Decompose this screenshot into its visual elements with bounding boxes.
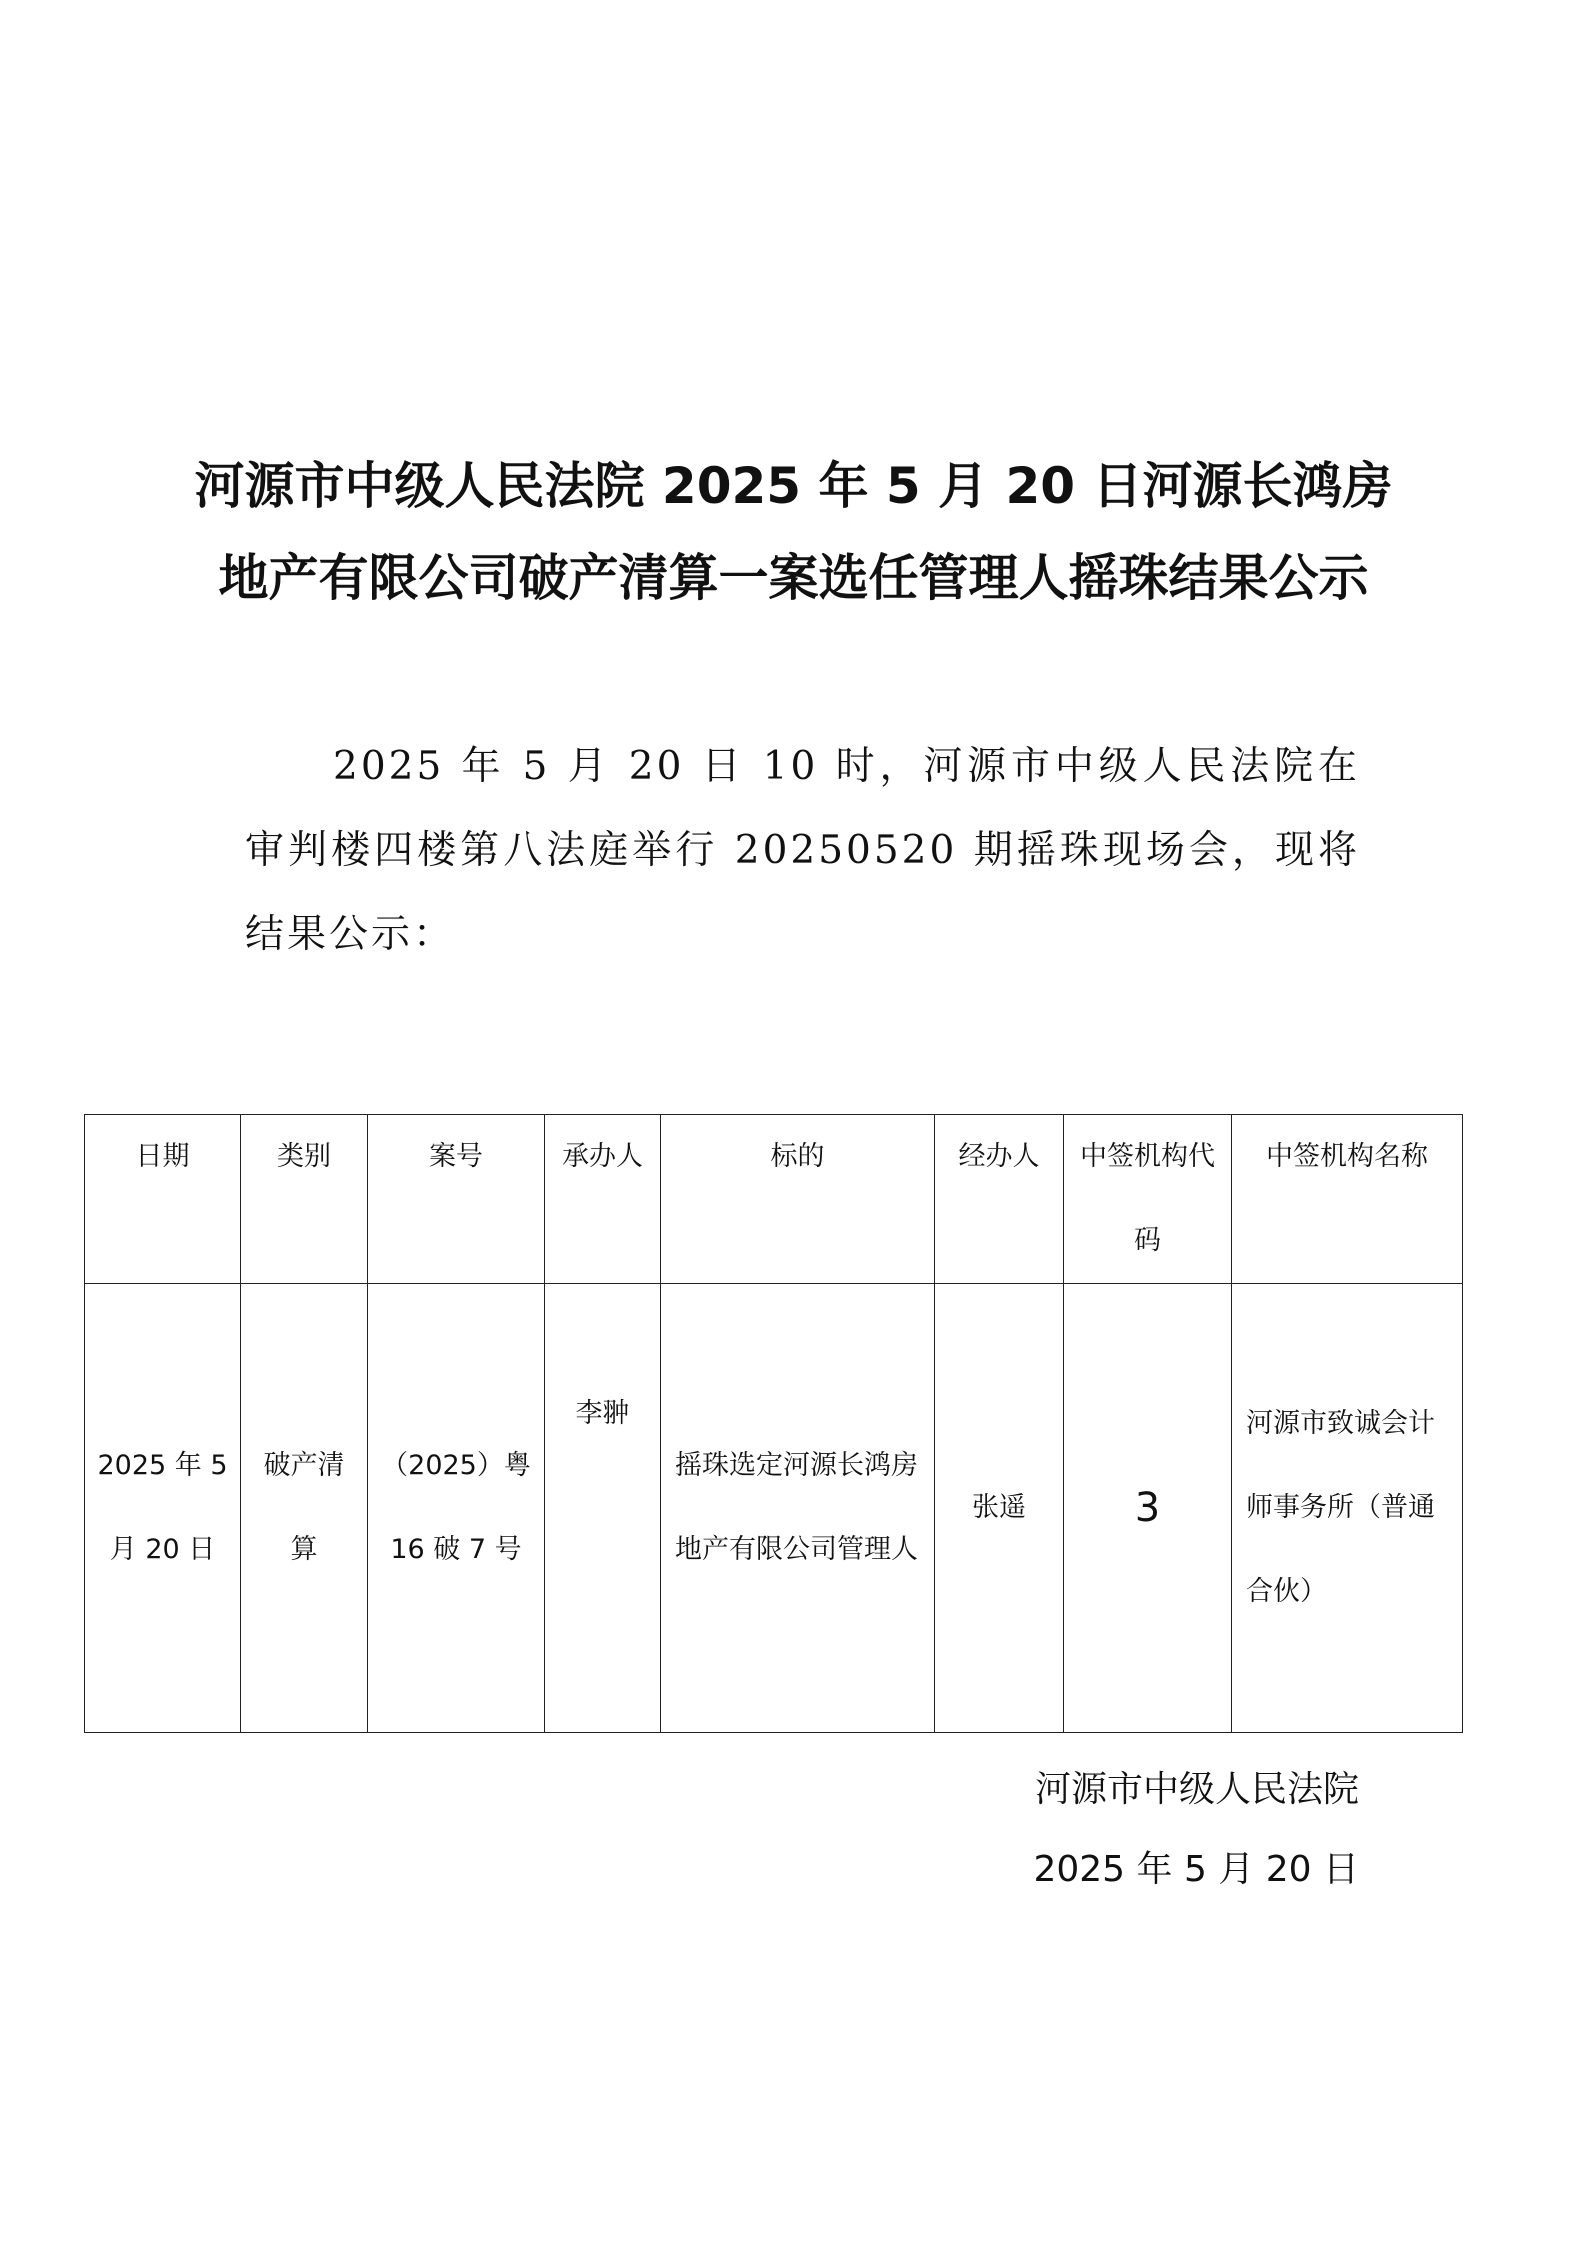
- header-judge: 承办人: [545, 1115, 661, 1284]
- title-line-2: 地产有限公司破产清算一案选任管理人摇珠结果公示: [218, 549, 1369, 607]
- cell-subject: 摇珠选定河源长鸿房地产有限公司管理人: [661, 1284, 935, 1733]
- signature-block: [1033, 1750, 1359, 1910]
- title-line-1: 河源市中级人民法院 2025 年 5 月 20 日河源长鸿房: [194, 457, 1393, 515]
- signature-date: 2025 年 5 月 20 日: [1033, 1849, 1359, 1890]
- header-handler: 经办人: [935, 1115, 1064, 1284]
- cell-agency-name: 河源市致诚会计师事务所（普通合伙）: [1232, 1284, 1463, 1733]
- result-table: [84, 1114, 1463, 1733]
- notice-title: [180, 440, 1407, 624]
- header-agency-name: 中签机构名称: [1232, 1115, 1463, 1284]
- cell-handler: 张遥: [935, 1284, 1064, 1733]
- cell-judge: 李翀: [545, 1284, 661, 1733]
- cell-date: 2025 年 5 月 20 日: [85, 1284, 241, 1733]
- cell-category: 破产清算: [241, 1284, 368, 1733]
- cell-case-no: （2025）粤 16 破 7 号: [368, 1284, 545, 1733]
- signature-court: 河源市中级人民法院: [1034, 1769, 1359, 1810]
- table-header-row: [85, 1115, 1463, 1284]
- header-case-no: 案号: [368, 1115, 545, 1284]
- table-row: [85, 1284, 1463, 1733]
- header-date: 日期: [85, 1115, 241, 1284]
- header-subject: 标的: [661, 1115, 935, 1284]
- header-category: 类别: [241, 1115, 368, 1284]
- cell-agency-code: 3: [1064, 1284, 1232, 1733]
- intro-paragraph: 2025 年 5 月 20 日 10 时，河源市中级人民法院在审判楼四楼第八法庭举行 20250520 期摇珠现场会，现将结果公示：: [245, 744, 1360, 957]
- header-agency-code: 中签机构代码: [1064, 1115, 1232, 1284]
